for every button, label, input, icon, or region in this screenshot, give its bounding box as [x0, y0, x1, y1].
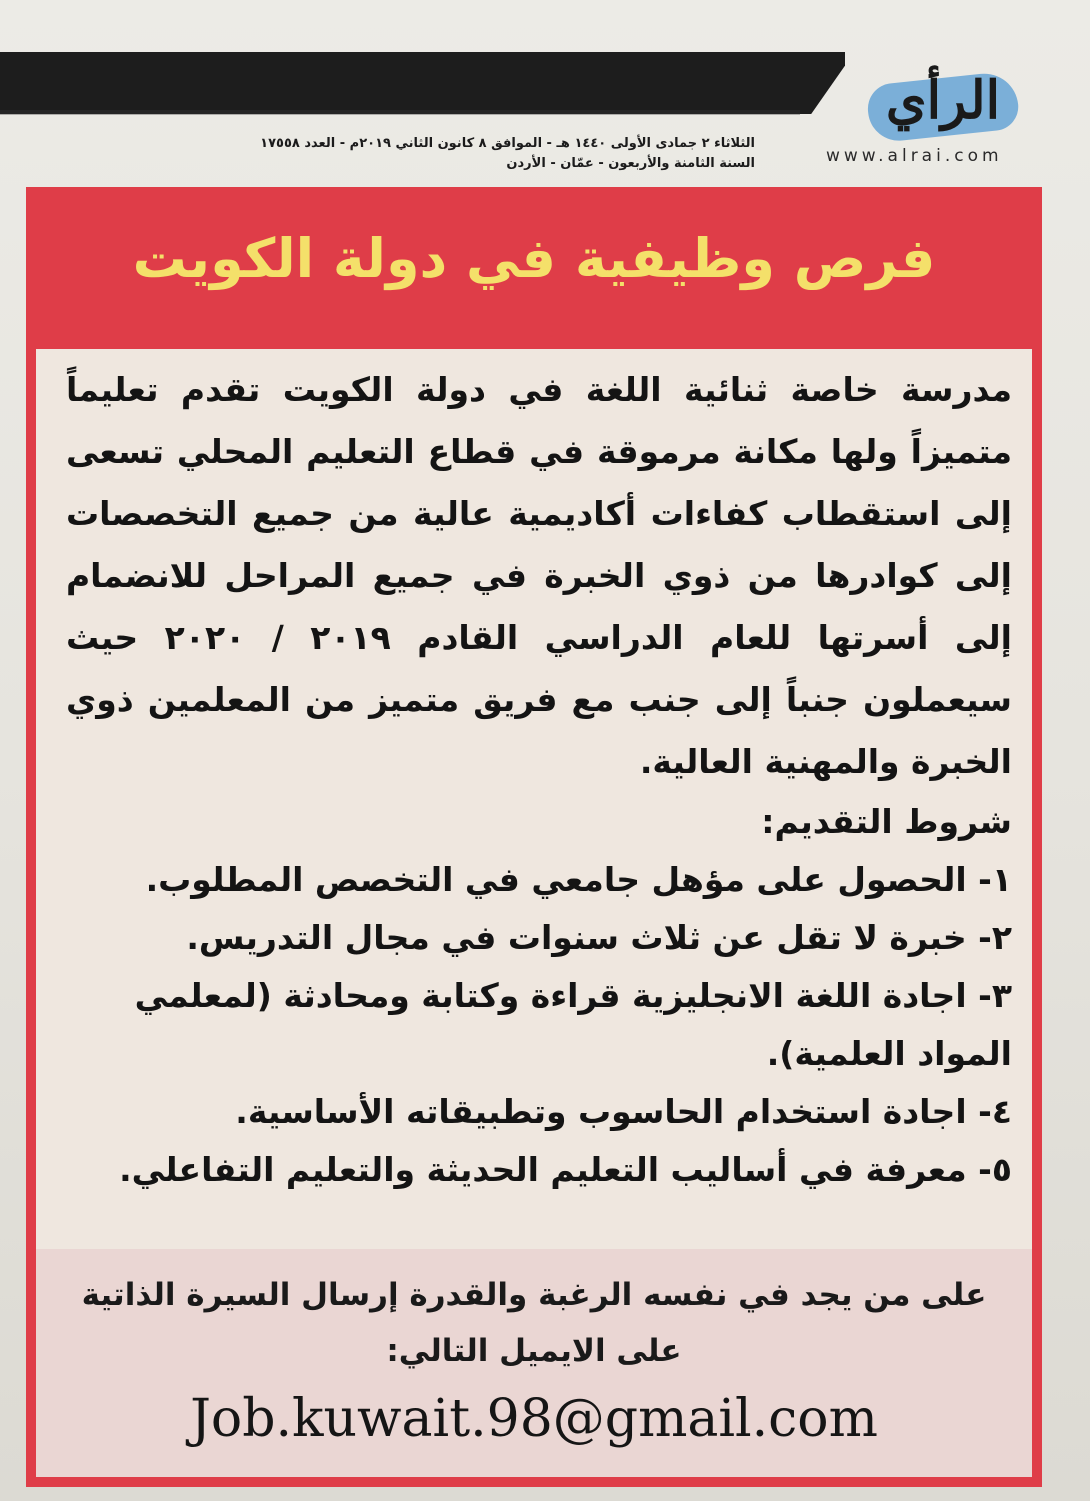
condition-item: ١- الحصول على مؤهل جامعي في التخصص المطلوب.	[145, 860, 1012, 899]
dateline-issue: الثلاثاء ٢ جمادى الأولى ١٤٤٠ هـ - الموافق ٨ كانون الثاني ٢٠١٩م - العدد ١٧٥٥٨	[260, 136, 755, 151]
conditions-list	[66, 851, 1012, 1199]
ad-body-panel	[36, 349, 1032, 1477]
logo-text: الرأي	[885, 70, 1001, 131]
newspaper-logo	[858, 58, 1038, 154]
masthead-band-shadow	[0, 110, 800, 115]
condition-item: ٥- معرفة في أساليب التعليم الحديثة والتعليم التفاعلي.	[119, 1150, 1012, 1189]
ad-contact-panel	[36, 1249, 1032, 1477]
contact-email: Job.kuwait.98@gmail.com	[190, 1389, 878, 1449]
ad-headline: فرص وظيفية في دولة الكويت	[132, 227, 936, 290]
dateline-volume: السنة الثامنة والأربعون - عمّان - الأردن	[506, 156, 755, 171]
site-url: www.alrai.com	[826, 146, 1003, 166]
job-advertisement	[26, 187, 1042, 1487]
application-conditions	[66, 793, 1012, 1199]
masthead-band	[0, 52, 845, 114]
condition-item: ٢- خبرة لا تقل عن ثلاث سنوات في مجال التدريس.	[186, 918, 1012, 957]
ad-intro-paragraph: مدرسة خاصة ثنائية اللغة في دولة الكويت تقدم تعليماً متميزاً ولها مكانة مرموقة في قطاع التعليم المحلي تسعى إلى استقطاب كفاءات أكاديمية عالية من جميع التخصصات إلى كوادرها من ذوي الخبرة في جميع المراحل للانضمام إلى أسرتها للعام الدراسي القادم ٢٠١٩ / ٢٠٢٠ حيث سيعملون جنباً إلى جنب مع فريق متميز من المعلمين ذوي الخبرة والمهنية العالية.	[66, 370, 1012, 781]
condition-item: ٣- اجادة اللغة الانجليزية قراءة وكتابة ومحادثة (لمعلمي المواد العلمية).	[134, 976, 1012, 1073]
condition-item: ٤- اجادة استخدام الحاسوب وتطبيقاته الأساسية.	[235, 1092, 1012, 1131]
conditions-heading: شروط التقديم:	[761, 802, 1012, 841]
contact-instructions: على من يجد في نفسه الرغبة والقدرة إرسال السيرة الذاتية على الايميل التالي:	[81, 1277, 987, 1369]
dateline	[135, 134, 755, 174]
